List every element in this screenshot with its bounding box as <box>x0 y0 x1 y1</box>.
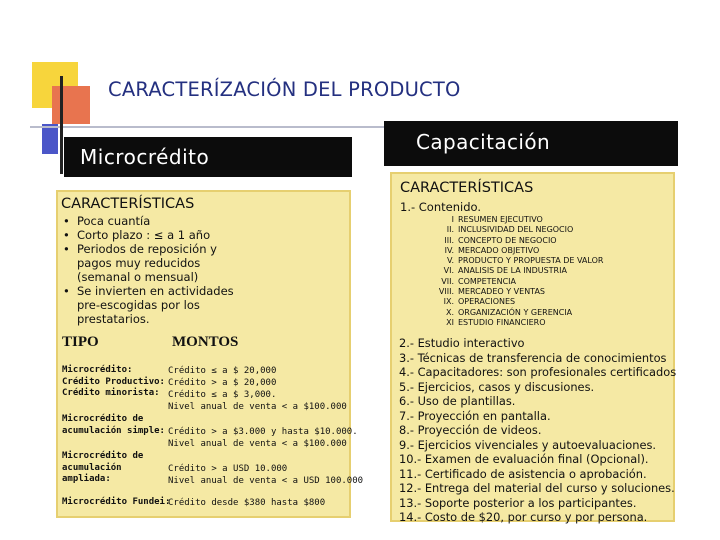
contenido-label: 1.- Contenido. <box>400 200 481 214</box>
left-bullet-list <box>63 214 313 326</box>
microcredito-title: Microcrédito <box>80 145 210 169</box>
capacitacion-header-bar <box>384 121 678 166</box>
decor-blue-square <box>42 124 58 154</box>
contenido-item: V. PRODUCTO Y PROPUESTA DE VALOR <box>447 256 604 266</box>
tipo-cell: Microcrédito de acumulación simple: <box>62 414 165 436</box>
list-item: 6.- Uso de plantillas. <box>399 394 516 408</box>
contenido-item: III. CONCEPTO DE NEGOCIO <box>444 235 557 245</box>
tipo-cell: Microcrédito de acumulación ampliada: <box>62 451 144 484</box>
contenido-item: VIII. MERCADEO Y VENTAS <box>438 287 545 297</box>
microcredito-header-bar <box>64 137 352 177</box>
capacitacion-list <box>399 336 679 525</box>
list-item: 13.- Soporte posterior a los participantes. <box>399 495 637 510</box>
tipo-cell: Microcrédito Fundei: <box>62 497 171 507</box>
list-item: 14.- Costo de $20, por curso y por persona. <box>399 510 648 524</box>
monto-cell: Crédito > a $3.000 y hasta $10.000. Nivel anual de venta < a $100.000 <box>168 427 358 449</box>
list-item: 9.- Ejercicios vivenciales y autoevaluaciones. <box>399 437 657 452</box>
list-item: 8.- Proyección de videos. <box>399 423 542 437</box>
contenido-item: IV. MERCADO OBJETIVO <box>444 245 540 255</box>
left-caracteristicas-heading: CARACTERÍSTICAS <box>61 196 195 212</box>
contenido-item: I RESUMEN EJECUTIVO <box>451 215 543 224</box>
list-item: 7.- Proyección en pantalla. <box>399 408 551 423</box>
list-item: 11.- Certificado de asistencia o aprobación. <box>399 466 647 481</box>
tipo-heading: TIPO <box>62 334 99 350</box>
monto-cell: Crédito ≤ a $ 20,000 Crédito > a $ 20,000 Crédito ≤ a $ 3,000. Nivel anual de venta < a $100.000 <box>168 366 347 412</box>
montos-heading: MONTOS <box>172 334 239 350</box>
monto-cell: Crédito > a USD 10.000 Nivel anual de venta < a USD 100.000 <box>168 464 364 486</box>
capacitacion-title: Capacitación <box>416 130 551 154</box>
list-item: 2.- Estudio interactivo <box>399 336 525 350</box>
monto-cell: Crédito desde $380 hasta $800 <box>168 498 326 508</box>
bullet-item: • Periodos de reposición y pagos muy reducidos (semanal o mensual) <box>63 242 217 284</box>
contenido-item: VII. COMPETENCIA <box>441 276 517 286</box>
list-item: 4.- Capacitadores: son profesionales certificados <box>399 365 677 379</box>
bullet-item: • Poca cuantía <box>63 214 151 228</box>
contenido-item: X. ORGANIZACIÓN Y GERENCIA <box>445 307 573 317</box>
bullet-item: • Corto plazo : ≤ a 1 año <box>63 228 211 242</box>
bullet-item: • Se invierten en actividades pre-escogidas por los prestatarios. <box>63 284 234 326</box>
decor-red-square <box>52 86 90 124</box>
list-item: 10.- Examen de evaluación final (Opcional). <box>399 452 649 466</box>
contenido-item: XI ESTUDIO FINANCIERO <box>446 317 546 327</box>
list-item: 5.- Ejercicios, casos y discusiones. <box>399 379 595 394</box>
tipo-cell: Microcrédito: Crédito Productivo: Crédito minorista: <box>62 365 165 398</box>
contenido-item: IX. OPERACIONES <box>443 297 516 307</box>
contenido-item: II. INCLUSIVIDAD DEL NEGOCIO <box>446 225 574 235</box>
contenido-list <box>420 215 660 328</box>
list-item: 12.- Entrega del material del curso y soluciones. <box>399 481 675 495</box>
slide-title: CARACTERÍZACIÓN DEL PRODUCTO <box>108 78 461 101</box>
right-caracteristicas-heading: CARACTERÍSTICAS <box>400 180 534 196</box>
list-item: 3.- Técnicas de transferencia de conocimientos <box>399 350 667 365</box>
contenido-item: VI. ANALISIS DE LA INDUSTRIA <box>443 266 567 276</box>
decor-vertical-line <box>60 76 63 174</box>
